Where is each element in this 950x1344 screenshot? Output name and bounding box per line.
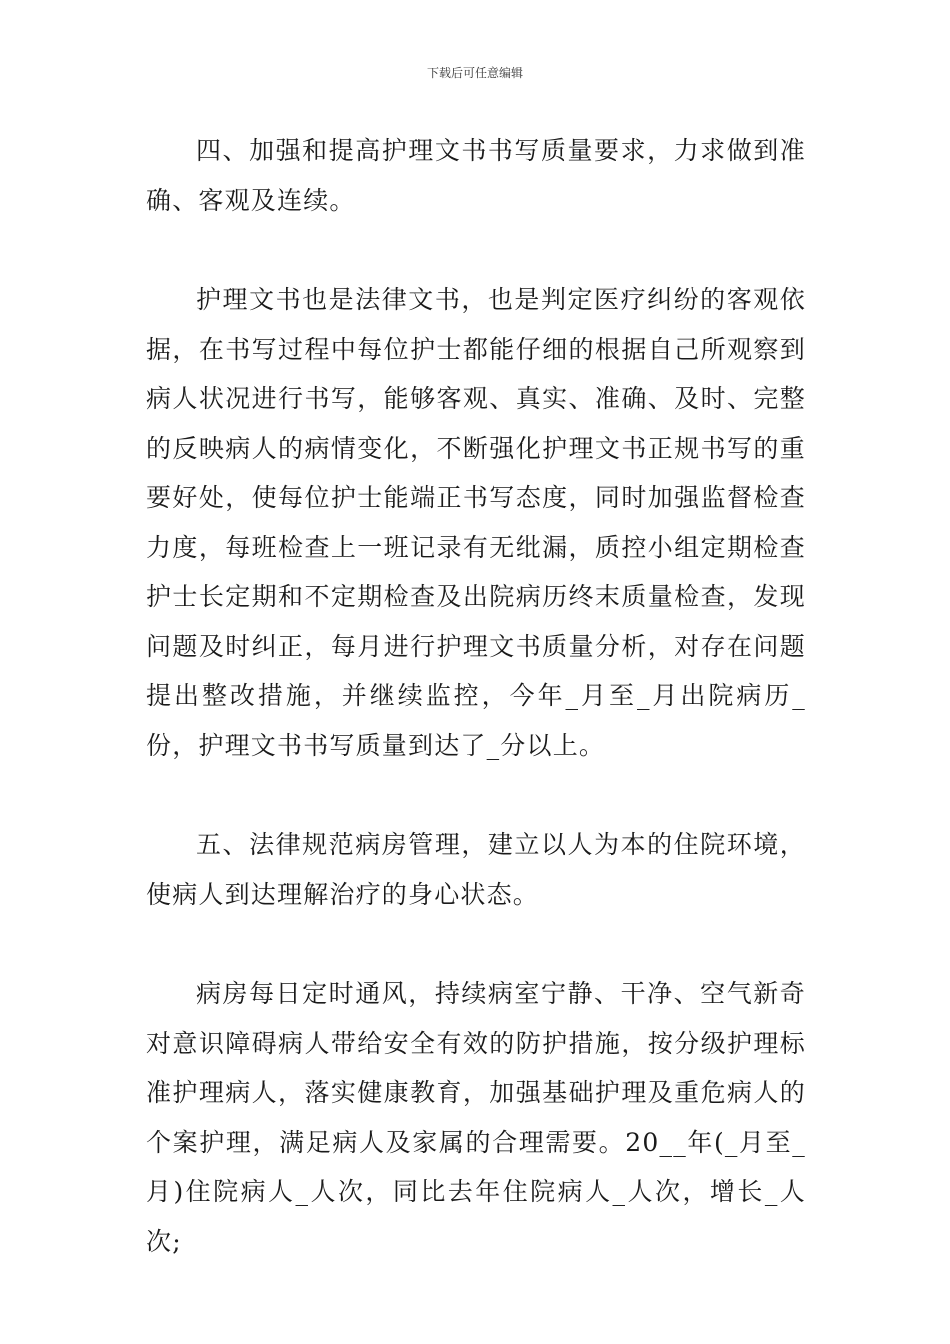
section-heading-four: 四、加强和提高护理文书书写质量要求，力求做到准确、客观及连续。: [146, 136, 806, 215]
paragraph-gap: [146, 225, 806, 275]
page-header: 下载后可任意编辑: [426, 66, 523, 80]
paragraph-gap: [146, 770, 806, 820]
paragraph-ward-management: 病房每日定时通风，持续病室宁静、干净、空气新奇对意识障碍病人带给安全有效的防护措施，按分级护理标准护理病人，落实健康教育，加强基础护理及重危病人的个案护理，满足病人及家属的合理需要。20__年(_月至_月)住院病人_人次，同比去年住院病人_人次，增长_人次;: [146, 979, 806, 1256]
paragraph-nursing-documents: 护理文书也是法律文书，也是判定医疗纠纷的客观依据，在书写过程中每位护士都能仔细的根据自己所观察到病人状况进行书写，能够客观、真实、准确、及时、完整的反映病人的病情变化，不断强化护理文书正规书写的重要好处，使每位护士能端正书写态度，同时加强监督检查力度，每班检查上一班记录有无纰漏，质控小组定期检查护士长定期和不定期检查及出院病历终末质量检查，发现问题及时纠正，每月进行护理文书质量分析，对存在问题提出整改措施，并继续监控，今年_月至_月出院病历_份，护理文书书写质量到达了_分以上。: [146, 285, 806, 760]
document-body: [146, 126, 806, 1266]
paragraph-gap: [146, 919, 806, 969]
section-heading-five: 五、法律规范病房管理，建立以人为本的住院环境，使病人到达理解治疗的身心状态。: [146, 830, 806, 909]
